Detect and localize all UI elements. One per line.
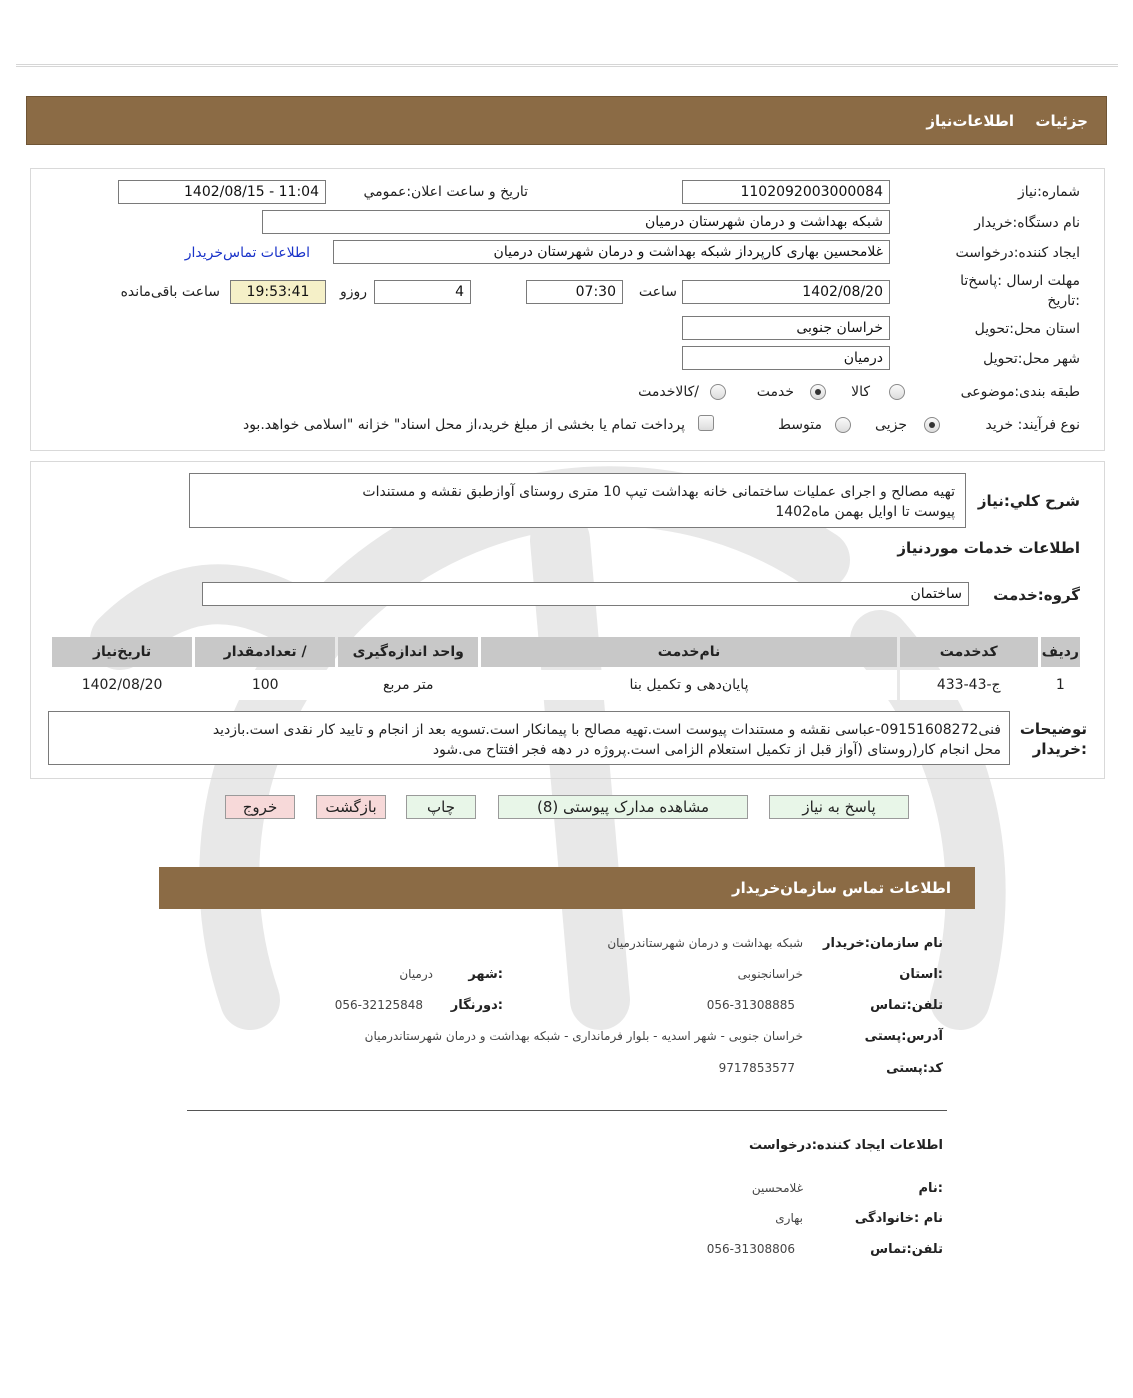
- need-number-label: شماره:نیاز: [1017, 184, 1080, 200]
- category-label: طبقه بندی:موضوعی: [960, 384, 1080, 400]
- deadline-date-field: 1402/08/20: [682, 280, 890, 304]
- process-type-label: نوع فرآیند: خرید: [985, 417, 1080, 433]
- contact-address-label: آدرس:پستی: [864, 1029, 943, 1044]
- contact-divider: [187, 1110, 947, 1111]
- tab-details[interactable]: جزئیات: [1035, 112, 1088, 130]
- cell-row: 1: [1041, 670, 1080, 700]
- deadline-time-field: 07:30: [526, 280, 623, 304]
- requester-family-label: نام :خانوادگی: [854, 1211, 943, 1226]
- province-label: استان محل:تحویل: [974, 321, 1080, 337]
- category-goods-radio[interactable]: [889, 384, 905, 400]
- announce-date-label: تاریخ و ساعت اعلان:عمومي: [363, 184, 528, 200]
- remaining-time-field: 19:53:41: [230, 280, 326, 304]
- buyer-notes-label: توضیحات: [1019, 720, 1087, 738]
- announce-date-field: 1402/08/15 - 11:04: [118, 180, 326, 204]
- description-box: [189, 473, 966, 528]
- requester-name-value: غلامحسین: [751, 1181, 803, 1195]
- process-medium-label: متوسط: [778, 417, 822, 433]
- creator-field: غلامحسین بهاری کارپرداز شبکه بهداشت و درمان شهرستان درمیان: [333, 240, 890, 264]
- description-line-1: تهیه مصالح و اجرای عملیات ساختمانی خانه بهداشت تیپ 10 متری روستای آوازطبق نقشه و مستندات: [362, 484, 955, 500]
- remaining-time-label: ساعت باقی‌مانده: [120, 284, 220, 300]
- contact-postal-value: 9717853577: [718, 1061, 795, 1075]
- deadline-label-2: :تاریخ: [1047, 293, 1080, 309]
- buyer-notes-line-1: فنی09151608272-عباسی نقشه و مستندات پیوست است.تهیه مصالح با پیمانکار است.تسویه بعد از انجام و تایید کار نقدی است.بازدید: [212, 722, 1001, 738]
- service-group-field: ساختمان: [202, 582, 969, 606]
- description-line-2: پیوست تا اوایل بهمن ماه1402: [775, 504, 955, 520]
- buyer-org-field: شبکه بهداشت و درمان شهرستان درمیان: [262, 210, 890, 234]
- header-bar: [26, 96, 1107, 145]
- contact-org-label: نام سازمان:خریدار: [823, 936, 943, 951]
- print-button[interactable]: چاپ: [406, 795, 476, 819]
- top-separator: [16, 64, 1118, 67]
- cell-qty: 100: [195, 670, 335, 700]
- tab-need-info[interactable]: اطلاعات‌نیاز: [926, 112, 1014, 130]
- services-title: اطلاعات خدمات موردنیاز: [897, 539, 1080, 557]
- contact-phone-value: 056-31308885: [706, 998, 795, 1012]
- creator-label: ایجاد کننده:درخواست: [955, 245, 1080, 261]
- deadline-time-label: ساعت: [638, 284, 677, 300]
- requester-title: اطلاعات ایجاد کننده:درخواست: [749, 1138, 943, 1153]
- buyer-notes-line-2: محل انجام کار(روستای (آواز قبل از تکمیل استعلام الزامی است.پروژه در دهه فجر افتتاح می.شود: [432, 742, 1001, 758]
- reply-button[interactable]: پاسخ به نیاز: [769, 795, 909, 819]
- cell-name: پایان‌دهی و تکمیل بنا: [481, 670, 896, 700]
- table-header-row: [52, 637, 1080, 667]
- need-number-field: 1102092003000084: [682, 180, 890, 204]
- buyer-contact-bar: [159, 867, 975, 909]
- attachments-button[interactable]: مشاهده مدارک پیوستی (8): [498, 795, 748, 819]
- col-date: تاریخ‌نیاز: [52, 637, 192, 667]
- contact-address-value: خراسان جنوبی - شهر اسدیه - بلوار فرمانداری - شبکه بهداشت و درمان شهرستاندرمیان: [364, 1029, 803, 1043]
- col-unit: واحد اندازه‌گیری: [338, 637, 478, 667]
- description-label: شرح کلي:نیاز: [977, 492, 1080, 510]
- days-field: 4: [374, 280, 471, 304]
- cell-date: 1402/08/20: [52, 670, 192, 700]
- contact-city-value: درمیان: [399, 967, 433, 981]
- services-table: [49, 634, 1083, 703]
- days-label: روزو: [339, 284, 367, 300]
- category-goods-label: کالا: [851, 384, 870, 400]
- deadline-label: مهلت ارسال :پاسخ‌تا: [960, 273, 1080, 289]
- requester-name-label: :نام: [918, 1181, 943, 1196]
- buyer-notes-box: [48, 711, 1010, 765]
- buyer-contact-title: اطلاعات تماس سازمان‌خریدار: [731, 879, 951, 897]
- cell-unit: متر مربع: [338, 670, 478, 700]
- buyer-contact-link[interactable]: اطلاعات تماس‌خریدار: [184, 245, 310, 261]
- category-goods-service-label: /کالاخدمت: [638, 384, 699, 400]
- requester-family-value: بهاری: [775, 1211, 803, 1225]
- contact-province-label: :استان: [899, 967, 943, 982]
- contact-fax-label: :دورنگار: [450, 998, 503, 1013]
- col-code: کدخدمت: [900, 637, 1038, 667]
- contact-org-value: شبکه بهداشت و درمان شهرستاندرمیان: [607, 936, 803, 950]
- category-service-radio[interactable]: [810, 384, 826, 400]
- exit-button[interactable]: خروج: [225, 795, 295, 819]
- treasury-payment-note: پرداخت تمام یا بخشی از مبلغ خرید،از محل اسناد" خزانه "اسلامی خواهد.بود: [242, 417, 685, 433]
- service-group-label: گروه:خدمت: [993, 586, 1080, 604]
- buyer-org-label: نام دستگاه:خریدار: [974, 215, 1080, 231]
- process-minor-radio[interactable]: [924, 417, 940, 433]
- col-name: نام‌خدمت: [481, 637, 896, 667]
- treasury-payment-checkbox[interactable]: [698, 415, 714, 431]
- province-field: خراسان جنوبی: [682, 316, 890, 340]
- contact-postal-label: کد:پستی: [886, 1061, 943, 1076]
- buyer-notes-label-2: :خریدار: [1032, 740, 1087, 758]
- process-medium-radio[interactable]: [835, 417, 851, 433]
- col-qty: / تعدادمقدار: [195, 637, 335, 667]
- city-label: شهر محل:تحویل: [983, 351, 1080, 367]
- category-service-label: خدمت: [756, 384, 794, 400]
- contact-phone-label: تلفن:تماس: [870, 998, 943, 1013]
- requester-phone-value: 056-31308806: [706, 1242, 795, 1256]
- table-row: [52, 670, 1080, 700]
- cell-code: ج-43-433: [900, 670, 1038, 700]
- process-minor-label: جزیی: [875, 417, 907, 433]
- back-button[interactable]: بازگشت: [316, 795, 386, 819]
- contact-fax-value: 056-32125848: [334, 998, 423, 1012]
- contact-city-label: :شهر: [468, 967, 503, 982]
- category-goods-service-radio[interactable]: [710, 384, 726, 400]
- col-row: ردیف: [1041, 637, 1080, 667]
- city-field: درمیان: [682, 346, 890, 370]
- requester-phone-label: تلفن:تماس: [870, 1242, 943, 1257]
- contact-province-value: خراسانجنوبی: [737, 967, 803, 981]
